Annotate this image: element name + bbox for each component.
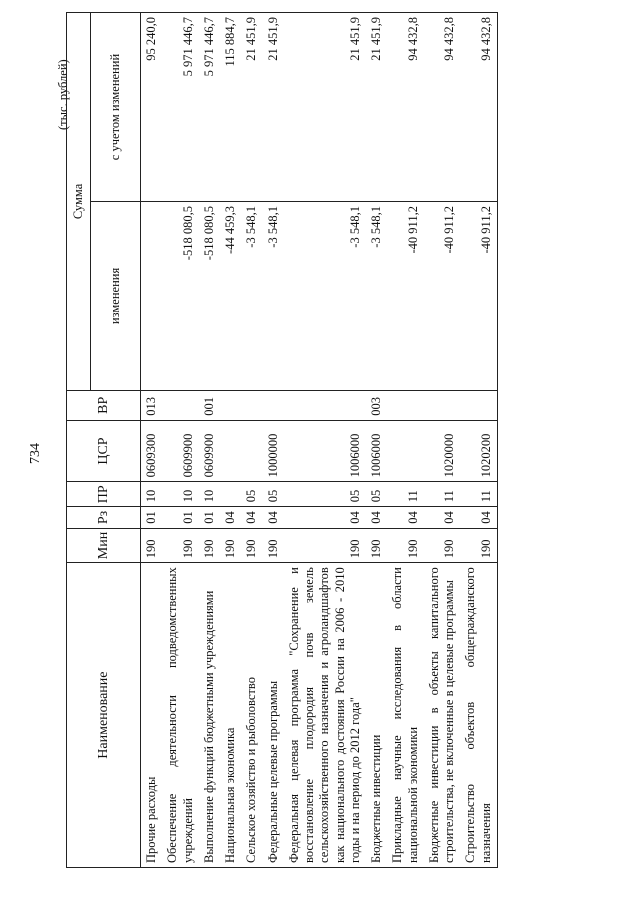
table-row bbox=[141, 13, 163, 868]
row-changes: -40 911,2 bbox=[460, 202, 497, 391]
row-pr: 11 bbox=[460, 482, 497, 507]
row-rz: 04 bbox=[220, 507, 241, 529]
header-csr: ЦСР bbox=[67, 420, 141, 482]
row-csr bbox=[387, 420, 424, 482]
table-row bbox=[460, 13, 497, 868]
row-with-changes: 94 432,8 bbox=[424, 13, 461, 202]
row-csr: 1020200 bbox=[460, 420, 497, 482]
row-vr bbox=[263, 390, 284, 420]
row-name: Бюджетные инвестиции в объекты капитального строительства, не включенные в целевые программы bbox=[424, 563, 461, 868]
row-changes: -3 548,1 bbox=[241, 202, 262, 391]
row-name: Обеспечение деятельности подведомственных учреждений bbox=[162, 563, 199, 868]
row-vr bbox=[460, 390, 497, 420]
budget-table bbox=[66, 12, 498, 868]
row-rz: 01 bbox=[162, 507, 199, 529]
row-changes: -3 548,1 bbox=[366, 202, 387, 391]
row-with-changes: 94 432,8 bbox=[387, 13, 424, 202]
header-with-changes: с учетом изменений bbox=[91, 13, 141, 202]
row-rz: 04 bbox=[241, 507, 262, 529]
row-min: 190 bbox=[366, 528, 387, 562]
header-name: Наименование bbox=[67, 563, 141, 868]
row-pr: 10 bbox=[199, 482, 220, 507]
row-vr: 003 bbox=[366, 390, 387, 420]
row-name: Сельское хозяйство и рыболовство bbox=[241, 563, 262, 868]
row-min: 190 bbox=[263, 528, 284, 562]
row-vr bbox=[241, 390, 262, 420]
row-csr: 1006000 bbox=[284, 420, 366, 482]
row-csr bbox=[241, 420, 262, 482]
row-pr: 05 bbox=[263, 482, 284, 507]
table-row bbox=[220, 13, 241, 868]
row-min: 190 bbox=[387, 528, 424, 562]
row-rz: 04 bbox=[387, 507, 424, 529]
row-changes: -3 548,1 bbox=[263, 202, 284, 391]
row-name: Федеральная целевая программа "Сохранение и восстановление плодородия почв земель сельскохозяйственного назначения и агроландшафтов как национального достояния России на 2006 - 2010 годы и на период до 2012 года" bbox=[284, 563, 366, 868]
row-name: Прочие расходы bbox=[141, 563, 163, 868]
row-changes bbox=[141, 202, 163, 391]
header-changes: изменения bbox=[91, 202, 141, 391]
row-with-changes: 21 451,9 bbox=[284, 13, 366, 202]
row-min: 190 bbox=[220, 528, 241, 562]
header-rz: Рз bbox=[67, 507, 141, 529]
table-row bbox=[424, 13, 461, 868]
units-note: (тыс. рублей) bbox=[56, 59, 70, 130]
row-changes: -40 911,2 bbox=[424, 202, 461, 391]
row-changes: -518 080,5 bbox=[162, 202, 199, 391]
row-min: 190 bbox=[141, 528, 163, 562]
table-row bbox=[263, 13, 284, 868]
table-row bbox=[241, 13, 262, 868]
row-min: 190 bbox=[284, 528, 366, 562]
row-csr: 1020000 bbox=[424, 420, 461, 482]
row-min: 190 bbox=[241, 528, 262, 562]
row-with-changes: 5 971 446,7 bbox=[199, 13, 220, 202]
row-name: Бюджетные инвестиции bbox=[366, 563, 387, 868]
table-body bbox=[141, 13, 498, 868]
row-with-changes: 94 432,8 bbox=[460, 13, 497, 202]
row-changes: -44 459,3 bbox=[220, 202, 241, 391]
row-rz: 01 bbox=[199, 507, 220, 529]
row-pr: 05 bbox=[366, 482, 387, 507]
header-min: Мин bbox=[67, 528, 141, 562]
row-with-changes: 5 971 446,7 bbox=[162, 13, 199, 202]
row-with-changes: 21 451,9 bbox=[366, 13, 387, 202]
row-min: 190 bbox=[162, 528, 199, 562]
row-name: Строительство объектов общегражданского назначения bbox=[460, 563, 497, 868]
row-csr: 1000000 bbox=[263, 420, 284, 482]
table-row bbox=[387, 13, 424, 868]
row-csr bbox=[220, 420, 241, 482]
row-rz: 04 bbox=[424, 507, 461, 529]
row-rz: 04 bbox=[284, 507, 366, 529]
table-row bbox=[199, 13, 220, 868]
row-min: 190 bbox=[460, 528, 497, 562]
row-min: 190 bbox=[199, 528, 220, 562]
row-rz: 01 bbox=[141, 507, 163, 529]
row-vr bbox=[284, 390, 366, 420]
table-row bbox=[284, 13, 366, 868]
row-vr bbox=[162, 390, 199, 420]
header-vr: ВР bbox=[67, 390, 141, 420]
row-vr bbox=[220, 390, 241, 420]
row-pr: 05 bbox=[284, 482, 366, 507]
row-vr bbox=[424, 390, 461, 420]
row-changes: -518 080,5 bbox=[199, 202, 220, 391]
row-name: Выполнение функций бюджетными учреждениями bbox=[199, 563, 220, 868]
row-pr: 11 bbox=[424, 482, 461, 507]
header-pr: ПР bbox=[67, 482, 141, 507]
row-vr bbox=[387, 390, 424, 420]
row-name: Федеральные целевые программы bbox=[263, 563, 284, 868]
row-pr: 05 bbox=[241, 482, 262, 507]
row-name: Прикладные научные исследования в области национальной экономики bbox=[387, 563, 424, 868]
table-row bbox=[366, 13, 387, 868]
row-with-changes: 115 884,7 bbox=[220, 13, 241, 202]
row-name: Национальная экономика bbox=[220, 563, 241, 868]
row-rz: 04 bbox=[460, 507, 497, 529]
row-pr: 10 bbox=[162, 482, 199, 507]
row-vr: 013 bbox=[141, 390, 163, 420]
row-pr bbox=[220, 482, 241, 507]
row-with-changes: 95 240,0 bbox=[141, 13, 163, 202]
row-with-changes: 21 451,9 bbox=[241, 13, 262, 202]
row-changes: -40 911,2 bbox=[387, 202, 424, 391]
row-csr: 0609300 bbox=[141, 420, 163, 482]
row-pr: 11 bbox=[387, 482, 424, 507]
row-rz: 04 bbox=[263, 507, 284, 529]
row-csr: 0609900 bbox=[162, 420, 199, 482]
row-csr: 1006000 bbox=[366, 420, 387, 482]
row-with-changes: 21 451,9 bbox=[263, 13, 284, 202]
row-changes: -3 548,1 bbox=[284, 202, 366, 391]
row-rz: 04 bbox=[366, 507, 387, 529]
table-row bbox=[162, 13, 199, 868]
row-min: 190 bbox=[424, 528, 461, 562]
row-pr: 10 bbox=[141, 482, 163, 507]
row-vr: 001 bbox=[199, 390, 220, 420]
header-sum: Сумма bbox=[67, 13, 91, 391]
row-csr: 0609900 bbox=[199, 420, 220, 482]
page-number: 734 bbox=[28, 443, 43, 464]
